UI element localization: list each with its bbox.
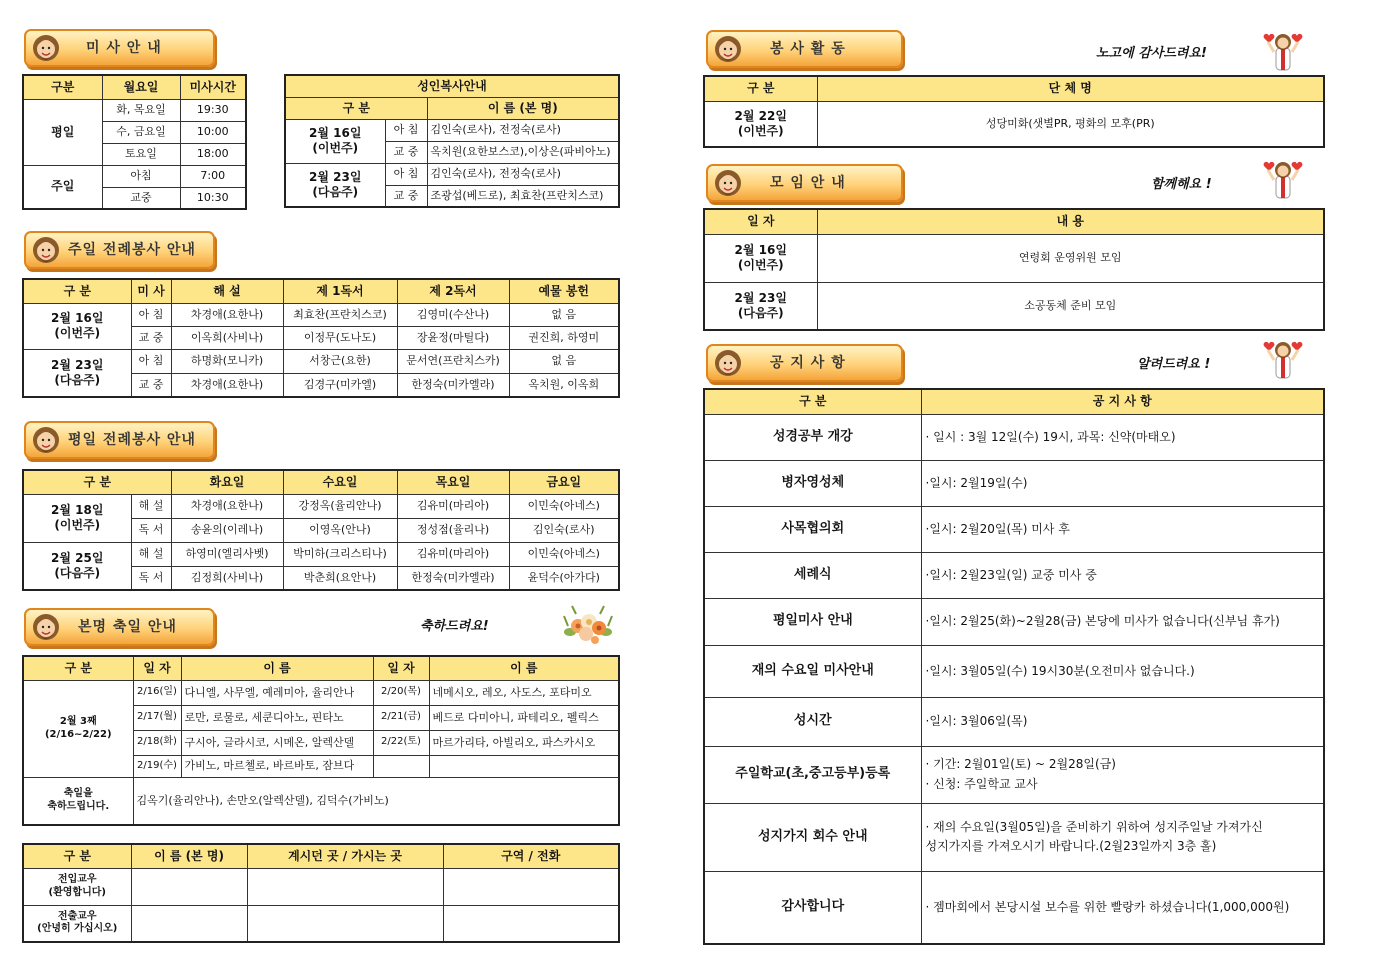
feast-congrats-line2: 축하드립니다.: [47, 800, 110, 812]
sl-cell: 김경구(미카엘): [283, 373, 397, 397]
feast-date: 2/19(수): [133, 755, 181, 777]
flower-bouquet-icon: [562, 604, 614, 648]
wl-header: 목요일: [397, 470, 509, 494]
feast-title: 본명 축일 안내: [78, 619, 177, 635]
transfer-in-contact: [443, 868, 619, 905]
mass-banner: [24, 29, 215, 67]
feast-congrats-names: 김옥기(율리안나), 손만오(알렉산델), 김덕수(가비노): [133, 777, 619, 825]
feast-header: 일 자: [133, 656, 181, 680]
feast-congrats-label: [23, 777, 133, 825]
notice-line: · 기간: 2월01일(토) ~ 2월28일(금): [925, 757, 1116, 772]
feast-names: 베드로 다미아니, 파테리오, 펠릭스: [429, 705, 619, 730]
feast-date: 2/22(토): [373, 730, 429, 755]
notice-detail: ·일시: 2월25(화)~2월28(금) 본당에 미사가 없습니다(신부님 휴가): [921, 598, 1324, 645]
wl-cell: 정성점(율리나): [397, 518, 509, 542]
meeting-date-cell: [704, 234, 817, 282]
altar-title: 성인복사안내: [285, 75, 619, 97]
priest-face-icon: [32, 426, 60, 454]
wl-header: 금요일: [509, 470, 619, 494]
notice-line: · 신청: 주일학교 교사: [925, 776, 1038, 791]
altar-names: 김인숙(로사), 전정숙(로사): [427, 163, 619, 185]
altar-slot: 아 침: [385, 119, 427, 141]
wl-cell: 김유미(마리아): [397, 542, 509, 566]
mass-time: 7:00: [180, 165, 246, 187]
notice-detail: ·일시: 2월20일(목) 미사 후: [921, 506, 1324, 552]
altar-slot: 교 중: [385, 141, 427, 163]
mass-time: 18:00: [180, 143, 246, 165]
priest-face-icon: [714, 35, 742, 63]
service-header: 구 분: [704, 76, 817, 101]
wl-week: (다음주): [54, 565, 101, 580]
notice-line: · 재의 수요일(3월05일)을 준비하기 위하여 성지주일날 가져가신: [925, 819, 1263, 834]
sl-header: 구 분: [23, 279, 131, 303]
wl-header: 수요일: [283, 470, 397, 494]
sunday-liturgy-title: 주일 전례봉사 안내: [68, 242, 196, 258]
sl-cell: 차경애(요한나): [171, 303, 283, 326]
feast-table: [22, 655, 620, 826]
altar-slot: 아 침: [385, 163, 427, 185]
feast-slogan: 축하드려요!: [420, 619, 489, 634]
service-title: 봉 사 활 동: [770, 41, 846, 57]
notice-slogan: 알려드려요 !: [1137, 357, 1211, 372]
wl-cell: 김정희(사비나): [171, 566, 283, 590]
wl-slot: 해 설: [131, 494, 171, 518]
mass-time: 19:30: [180, 99, 246, 121]
priest-face-icon: [32, 613, 60, 641]
transfer-out-line2: (안녕히 가십시오): [37, 923, 118, 935]
notice-detail: ·일시: 3월05일(수) 19시30분(오전미사 없습니다.): [921, 645, 1324, 697]
wl-cell: 이영옥(안나): [283, 518, 397, 542]
feast-names: 마르가리타, 아빌리오, 파스카시오: [429, 730, 619, 755]
weekday-liturgy-banner: [24, 421, 215, 459]
sl-week: (다음주): [54, 372, 101, 387]
sl-header: 제 2독서: [397, 279, 509, 303]
meeting-week: (이번주): [737, 258, 784, 272]
notice-detail: ·일시: 3월06일(목): [921, 697, 1324, 746]
service-date: 2월 22일: [734, 108, 787, 123]
wl-week: (이번주): [54, 518, 101, 532]
mass-header-1: 구분: [23, 75, 102, 99]
altar-date: 2월 16일: [309, 126, 362, 140]
transfer-out-contact: [443, 905, 619, 942]
sl-header: 제 1독서: [283, 279, 397, 303]
wl-header: 화요일: [171, 470, 283, 494]
service-header: 단 체 명: [817, 76, 1324, 101]
wl-cell: 이민숙(아네스): [509, 542, 619, 566]
wl-cell: 김유미(마리아): [397, 494, 509, 518]
sl-header: 미 사: [131, 279, 171, 303]
feast-header: 일 자: [373, 656, 429, 680]
mass-time: 10:00: [180, 121, 246, 143]
altar-names: 조광섭(베드로), 최효찬(프란치스코): [427, 185, 619, 207]
altar-names: 옥치원(요한보스코),이상은(파비아노): [427, 141, 619, 163]
sl-cell: 차경애(요한나): [171, 373, 283, 397]
mass-time: 10:30: [180, 187, 246, 209]
transfer-in-line1: 전입교우: [57, 874, 97, 885]
altar-names: 김인숙(로사), 전정숙(로사): [427, 119, 619, 141]
altar-week: (다음주): [312, 184, 359, 199]
feast-names: 로만, 로물로, 세쿤디아노, 핀타노: [181, 705, 373, 730]
jesus-icon: [1260, 156, 1306, 202]
feast-date: 2/16(일): [133, 680, 181, 705]
notice-label: 세례식: [704, 552, 921, 598]
notice-label: 성시간: [704, 697, 921, 746]
transfer-in-name: [131, 868, 247, 905]
sl-cell: 이옥희(사비나): [171, 326, 283, 349]
transfer-table: [22, 843, 620, 943]
wl-date-cell: [23, 494, 131, 542]
wl-cell: 김인숙(로사): [509, 518, 619, 542]
transfer-in-line2: (환영합니다): [48, 886, 106, 898]
notice-label: 성경공부 개강: [704, 414, 921, 460]
transfer-header: 계시던 곳 / 가시는 곳: [247, 844, 443, 868]
feast-names: 네메시오, 레오, 사도스, 포타미오: [429, 680, 619, 705]
sl-cell: 없 음: [509, 303, 619, 326]
feast-date: 2/21(금): [373, 705, 429, 730]
feast-date: 2/18(화): [133, 730, 181, 755]
wl-cell: 한정숙(미카엘라): [397, 566, 509, 590]
sl-cell: 이정무(도나도): [283, 326, 397, 349]
service-slogan: 노고에 감사드려요!: [1096, 46, 1207, 61]
feast-date: 2/17(월): [133, 705, 181, 730]
notice-detail: · 일시 : 3월 12일(수) 19시, 과목: 신약(마태오): [921, 414, 1324, 460]
transfer-header: 이 름 (본 명): [131, 844, 247, 868]
notice-detail: [921, 803, 1324, 871]
mass-day: 토요일: [102, 143, 180, 165]
sl-cell: 하명화(모니카): [171, 349, 283, 373]
jesus-icon: [1260, 336, 1306, 382]
feast-week-range: (2/16~2/22): [44, 728, 112, 740]
feast-congrats-line1: 축일을: [63, 788, 93, 800]
sl-cell: 없 음: [509, 349, 619, 373]
transfer-in-label: [23, 868, 131, 905]
sunday-liturgy-table: [22, 278, 620, 398]
notice-label: 병자영성체: [704, 460, 921, 506]
altar-week: (이번주): [312, 141, 359, 155]
notice-table: [703, 388, 1325, 945]
transfer-header: 구역 / 전화: [443, 844, 619, 868]
meeting-date-cell: [704, 282, 817, 330]
transfer-out-label: [23, 905, 131, 942]
mass-banner-title: 미 사 안 내: [86, 40, 162, 56]
sl-header: 예물 봉헌: [509, 279, 619, 303]
notice-detail: ·일시: 2월23일(일) 교중 미사 중: [921, 552, 1324, 598]
feast-banner: [24, 608, 215, 646]
mass-schedule-table: [22, 74, 247, 210]
notice-detail: [921, 746, 1324, 803]
notice-label: 평일미사 안내: [704, 598, 921, 645]
service-week: (이번주): [737, 123, 784, 138]
sl-cell: 김영미(수산나): [397, 303, 509, 326]
meeting-date: 2월 23일: [734, 290, 787, 305]
notice-label: 감사합니다: [704, 871, 921, 944]
altar-date: 2월 23일: [309, 169, 362, 184]
feast-header: 이 름: [181, 656, 373, 680]
sl-cell: 최효찬(프란치스코): [283, 303, 397, 326]
meeting-header: 일 자: [704, 209, 817, 234]
sl-cell: 문서연(프란치스카): [397, 349, 509, 373]
wl-cell: 윤덕수(아가다): [509, 566, 619, 590]
notice-label: 성지가지 회수 안내: [704, 803, 921, 871]
wl-header: 구 분: [23, 470, 171, 494]
feast-header: 구 분: [23, 656, 133, 680]
mass-day: 교중: [102, 187, 180, 209]
wl-slot: 독 서: [131, 518, 171, 542]
notice-header: 구 분: [704, 389, 921, 414]
transfer-header: 구 분: [23, 844, 131, 868]
altar-date-cell: [285, 163, 385, 207]
sl-date: 2월 16일: [51, 311, 104, 325]
meeting-week: (다음주): [737, 305, 784, 320]
altar-date-cell: [285, 119, 385, 163]
notice-label: 재의 수요일 미사안내: [704, 645, 921, 697]
sl-slot: 아 침: [131, 303, 171, 326]
notice-detail: · 젬마회에서 본당시설 보수를 위한 빨랑카 하셨습니다(1,000,000원): [921, 871, 1324, 944]
service-date-cell: [704, 101, 817, 147]
meeting-title: 모 임 안 내: [770, 175, 846, 191]
wl-date: 2월 18일: [51, 503, 104, 517]
service-banner: [706, 30, 903, 68]
priest-face-icon: [714, 349, 742, 377]
service-table: [703, 75, 1325, 148]
altar-header-1: 구 분: [285, 97, 427, 119]
feast-date: [373, 755, 429, 777]
notice-banner: [706, 344, 903, 382]
notice-header: 공 지 사 항: [921, 389, 1324, 414]
notice-detail: ·일시: 2월19일(수): [921, 460, 1324, 506]
sl-header: 해 설: [171, 279, 283, 303]
meeting-table: [703, 208, 1325, 331]
wl-date: 2월 25일: [51, 550, 104, 565]
sl-slot: 교 중: [131, 326, 171, 349]
mass-day: 아침: [102, 165, 180, 187]
transfer-in-place: [247, 868, 443, 905]
notice-label: 주일학교(초,중고등부)등록: [704, 746, 921, 803]
wl-cell: 하영미(엘리사벳): [171, 542, 283, 566]
altar-header-2: 이 름 (본 명): [427, 97, 619, 119]
notice-label: 사목협의회: [704, 506, 921, 552]
wl-cell: 박미하(크리스티나): [283, 542, 397, 566]
weekday-label: 평일: [23, 99, 102, 165]
transfer-out-line1: 전출교우: [57, 910, 97, 922]
sl-cell: 옥치원, 이옥희: [509, 373, 619, 397]
wl-cell: 박춘희(요안나): [283, 566, 397, 590]
sunday-liturgy-banner: [24, 231, 215, 269]
sl-cell: 서창근(요한): [283, 349, 397, 373]
priest-face-icon: [714, 169, 742, 197]
meeting-date: 2월 16일: [734, 243, 787, 257]
mass-header-2: 월요일: [102, 75, 180, 99]
mass-day: 화, 목요일: [102, 99, 180, 121]
sl-slot: 아 침: [131, 349, 171, 373]
meeting-slogan: 함께해요 !: [1151, 177, 1212, 192]
feast-names: 가비노, 마르첼로, 바르바토, 잠브다: [181, 755, 373, 777]
mass-header-3: 미사시간: [180, 75, 246, 99]
sl-date-cell: [23, 303, 131, 349]
feast-week: 2월 3째: [59, 716, 97, 727]
weekday-liturgy-title: 평일 전례봉사 안내: [68, 432, 196, 448]
feast-names: 구시아, 글라시코, 시메온, 알렉산델: [181, 730, 373, 755]
feast-names: 다니엘, 사무엘, 예레미아, 율리안나: [181, 680, 373, 705]
wl-cell: 강정옥(율리안나): [283, 494, 397, 518]
feast-header: 이 름: [429, 656, 619, 680]
wl-slot: 독 서: [131, 566, 171, 590]
wl-cell: 이민숙(아네스): [509, 494, 619, 518]
wl-date-cell: [23, 542, 131, 590]
sl-cell: 한정숙(미카엘라): [397, 373, 509, 397]
sl-week: (이번주): [54, 326, 101, 340]
meeting-header: 내 용: [817, 209, 1324, 234]
feast-date: 2/20(목): [373, 680, 429, 705]
sunday-label: 주일: [23, 165, 102, 209]
wl-cell: 송윤의(이레나): [171, 518, 283, 542]
altar-slot: 교 중: [385, 185, 427, 207]
sl-cell: 장윤정(마틸다): [397, 326, 509, 349]
mass-day: 수, 금요일: [102, 121, 180, 143]
feast-names: [429, 755, 619, 777]
transfer-out-name: [131, 905, 247, 942]
meeting-banner: [706, 164, 903, 202]
meeting-content: 소공동체 준비 모임: [817, 282, 1324, 330]
meeting-content: 연령회 운영위원 모임: [817, 234, 1324, 282]
weekday-liturgy-table: [22, 469, 620, 591]
sl-cell: 권진희, 하영미: [509, 326, 619, 349]
jesus-icon: [1260, 28, 1306, 74]
service-group: 성당미화(샛별PR, 평화의 모후(PR): [817, 101, 1324, 147]
priest-face-icon: [32, 236, 60, 264]
sl-date: 2월 23일: [51, 357, 104, 372]
priest-face-icon: [32, 34, 60, 62]
feast-week-cell: [23, 680, 133, 777]
wl-slot: 해 설: [131, 542, 171, 566]
wl-cell: 차경애(요한나): [171, 494, 283, 518]
sl-slot: 교 중: [131, 373, 171, 397]
transfer-out-place: [247, 905, 443, 942]
sl-date-cell: [23, 349, 131, 397]
notice-line: 성지가지를 가져오시기 바랍니다.(2월23일까지 3층 홀): [925, 839, 1217, 853]
notice-title: 공 지 사 항: [770, 355, 846, 371]
altar-server-table: [284, 74, 620, 208]
